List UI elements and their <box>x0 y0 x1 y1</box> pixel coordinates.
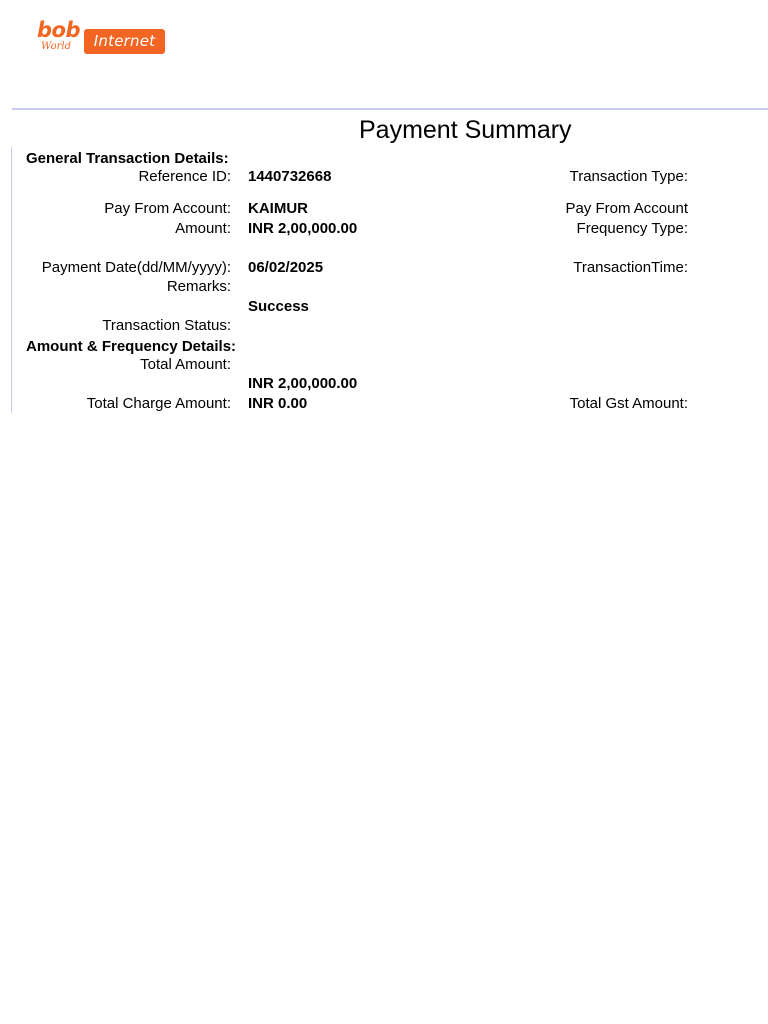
logo-internet-badge <box>84 29 165 54</box>
pay-from-account-value: KAIMUR <box>248 200 308 217</box>
general-details-heading: General Transaction Details: <box>26 150 229 167</box>
amount-frequency-heading: Amount & Frequency Details: <box>26 338 237 355</box>
amount-value: INR 2,00,000.00 <box>248 220 358 237</box>
reference-id-value: 1440732668 <box>248 168 332 185</box>
frequency-type-label: Frequency Type: <box>576 220 688 237</box>
total-gst-amount-label: Total Gst Amount: <box>569 395 688 412</box>
payment-date-value: 06/02/2025 <box>248 259 324 276</box>
logo-internet-text: Internet <box>93 32 156 50</box>
payment-date-label: Payment Date(dd/MM/yyyy): <box>41 259 231 276</box>
total-charge-amount-value: INR 0.00 <box>248 395 308 412</box>
transaction-status-label: Transaction Status: <box>102 317 231 334</box>
pay-from-account-label: Pay From Account: <box>104 200 231 217</box>
transaction-type-label: Transaction Type: <box>569 168 688 185</box>
total-amount-label: Total Amount: <box>140 356 231 373</box>
transaction-time-label: TransactionTime: <box>573 259 688 276</box>
bob-world-internet-logo <box>36 20 168 60</box>
reference-id-label: Reference ID: <box>138 168 231 185</box>
amount-label: Amount: <box>175 220 231 237</box>
remarks-label: Remarks: <box>166 278 231 295</box>
transaction-status-value: Success <box>248 298 309 315</box>
total-amount-value: INR 2,00,000.00 <box>248 375 358 392</box>
content-left-border <box>11 147 12 413</box>
total-charge-amount-label: Total Charge Amount: <box>86 395 231 412</box>
pay-from-account-right-label: Pay From Account <box>565 200 688 217</box>
logo-world-text: World <box>41 41 71 52</box>
page-title: Payment Summary <box>359 116 572 144</box>
logo-brand-text: bob <box>37 18 80 42</box>
header-divider <box>12 108 768 110</box>
